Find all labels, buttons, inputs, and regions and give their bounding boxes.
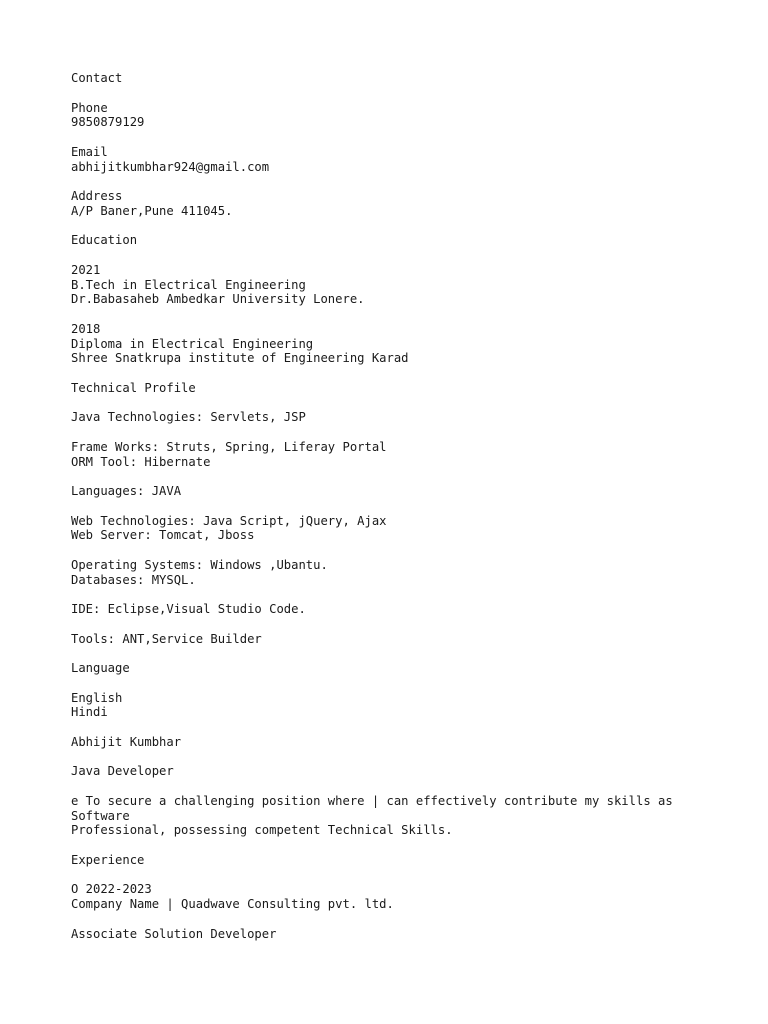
experience-role: Associate Solution Developer [71, 926, 277, 941]
email-block [71, 145, 701, 175]
experience-heading: Experience [71, 852, 145, 867]
name-block [71, 735, 701, 750]
education-institute: Dr.Babasaheb Ambedkar University Lonere. [71, 292, 365, 307]
orm-tool: ORM Tool: Hibernate [71, 454, 211, 469]
experience-period: O 2022-2023 [71, 882, 152, 897]
tools-block [71, 632, 701, 647]
email-value: abhijitkumbhar924@gmail.com [71, 159, 270, 174]
address-label: Address [71, 189, 123, 203]
address-block [71, 189, 701, 219]
education-entry [71, 322, 701, 366]
phone-label: Phone [71, 100, 108, 115]
web-technologies: Web Technologies: Java Script, jQuery, Ajax [71, 513, 387, 528]
education-degree: Diploma in Electrical Engineering [71, 336, 314, 351]
phone-value: 9850879129 [71, 115, 145, 130]
os-block [71, 558, 701, 588]
email-label: Email [71, 144, 108, 159]
operating-systems: Operating Systems: Windows ,Ubantu. [71, 557, 328, 572]
java-technologies: Java Technologies: Servlets, JSP [71, 410, 306, 425]
language-item: English [71, 690, 123, 705]
candidate-name: Abhijit Kumbhar [71, 734, 182, 749]
ide: IDE: Eclipse,Visual Studio Code. [71, 602, 306, 616]
web-server: Web Server: Tomcat, Jboss [71, 528, 255, 543]
objective-line: Software [71, 808, 130, 823]
technical-profile-heading-block [71, 381, 701, 396]
ide-block [71, 602, 701, 617]
experience-company: Company Name | Quadwave Consulting pvt. ltd. [71, 897, 394, 911]
objective-block [71, 794, 701, 838]
languages-block [71, 484, 701, 499]
language-list [71, 691, 701, 721]
contact-heading-block [71, 71, 701, 86]
job-title-block [71, 764, 701, 779]
frameworks-block [71, 440, 701, 470]
education-year: 2018 [71, 321, 101, 336]
education-entry [71, 263, 701, 307]
experience-role-block [71, 927, 701, 942]
language-item: Hindi [71, 705, 108, 720]
education-year: 2021 [71, 262, 101, 277]
contact-heading: Contact [71, 71, 123, 85]
address-value: A/P Baner,Pune 411045. [71, 203, 233, 218]
frameworks: Frame Works: Struts, Spring, Liferay Portal [71, 439, 387, 454]
web-tech-block [71, 514, 701, 544]
java-technologies-block [71, 410, 701, 425]
tools: Tools: ANT,Service Builder [71, 631, 262, 646]
education-heading: Education [71, 233, 138, 248]
technical-profile-heading: Technical Profile [71, 380, 196, 395]
programming-languages: Languages: JAVA [71, 484, 182, 498]
objective-line: Professional, possessing competent Technical Skills. [71, 823, 453, 838]
databases: Databases: MYSQL. [71, 572, 196, 587]
phone-block [71, 101, 701, 131]
job-title: Java Developer [71, 764, 174, 779]
experience-heading-block [71, 853, 701, 868]
language-heading: Language [71, 661, 130, 675]
education-heading-block [71, 233, 701, 248]
objective-line: e To secure a challenging position where | can effectively contribute my skills as [71, 793, 673, 808]
resume-document [71, 71, 701, 956]
language-heading-block [71, 661, 701, 676]
experience-entry [71, 882, 701, 912]
education-institute: Shree Snatkrupa institute of Engineering Karad [71, 351, 409, 366]
education-degree: B.Tech in Electrical Engineering [71, 277, 306, 292]
